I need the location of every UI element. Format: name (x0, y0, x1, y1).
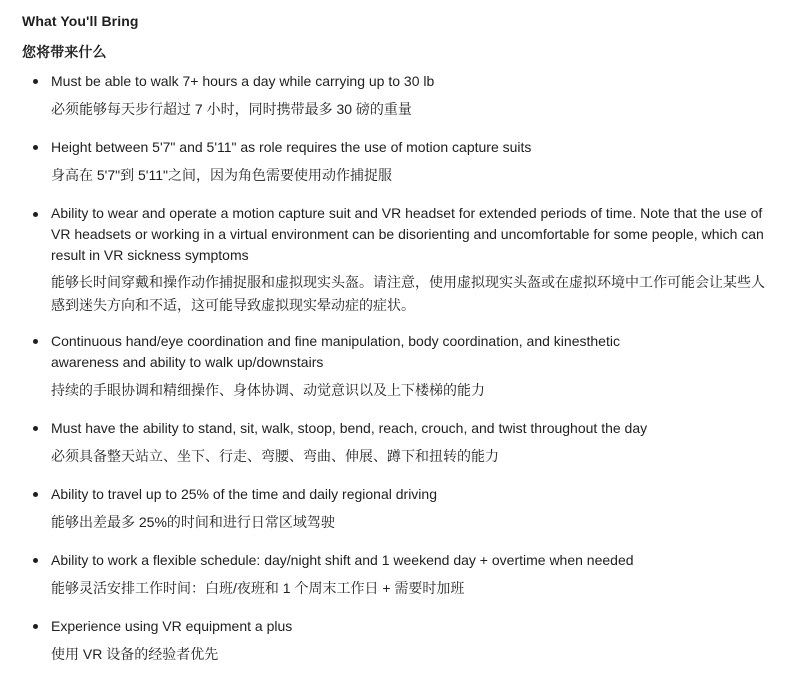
bullet-icon (33, 212, 38, 217)
requirement-en: Must have the ability to stand, sit, walk, stoop, bend, reach, crouch, and twist throughout the day (51, 420, 648, 436)
requirement-en: Must be able to walk 7+ hours a day while carrying up to 30 lb (51, 73, 435, 89)
bullet-icon (33, 79, 38, 84)
bullet-icon (33, 492, 38, 497)
requirement-zh: 必须具备整天站立、坐下、行走、弯腰、弯曲、伸展、蹲下和扭转的能力 (51, 448, 499, 464)
bullet-icon (33, 339, 38, 344)
requirement-en: Experience using VR equipment a plus (51, 618, 293, 634)
requirement-zh: 身高在 5'7"到 5'11"之间，因为角色需要使用动作捕捉服 (51, 167, 392, 183)
bullet-icon (33, 558, 38, 563)
bullet-icon (33, 426, 38, 431)
bullet-icon (33, 624, 38, 629)
bullet-icon (33, 145, 38, 150)
requirement-en: Ability to travel up to 25% of the time and daily regional driving (51, 486, 437, 502)
requirement-zh: 能够长时间穿戴和操作动作捕捉服和虚拟现实头盔。请注意，使用虚拟现实头盔或在虚拟环境中工作可能会让某些人感到迷失方向和不适，这可能导致虚拟现实晕动症的症状。 (51, 274, 765, 313)
section-title-en: What You'll Bring (22, 13, 139, 29)
section-title-zh: 您将带来什么 (22, 44, 107, 60)
requirement-zh: 持续的手眼协调和精细操作、身体协调、动觉意识以及上下楼梯的能力 (51, 382, 485, 398)
requirement-en: Continuous hand/eye coordination and fine manipulation, body coordination, and kinesthetic awareness and ability to walk up/downstairs (51, 333, 620, 370)
requirement-en: Height between 5'7" and 5'11" as role requires the use of motion capture suits (51, 139, 532, 155)
requirement-en: Ability to work a flexible schedule: day/night shift and 1 weekend day + overtime when needed (51, 552, 634, 568)
requirement-en: Ability to wear and operate a motion capture suit and VR headset for extended periods of time. Note that the use of VR headsets or working in a virtual environment can be disorienting and uncomfortable for some people, which can result in VR sickness symptoms (51, 205, 764, 263)
requirement-zh: 使用 VR 设备的经验者优先 (51, 646, 219, 662)
requirement-zh: 能够出差最多 25%的时间和进行日常区域驾驶 (51, 514, 335, 530)
requirement-zh: 必须能够每天步行超过 7 小时，同时携带最多 30 磅的重量 (51, 101, 412, 117)
requirement-zh: 能够灵活安排工作时间：白班/夜班和 1 个周末工作日 + 需要时加班 (51, 580, 465, 596)
